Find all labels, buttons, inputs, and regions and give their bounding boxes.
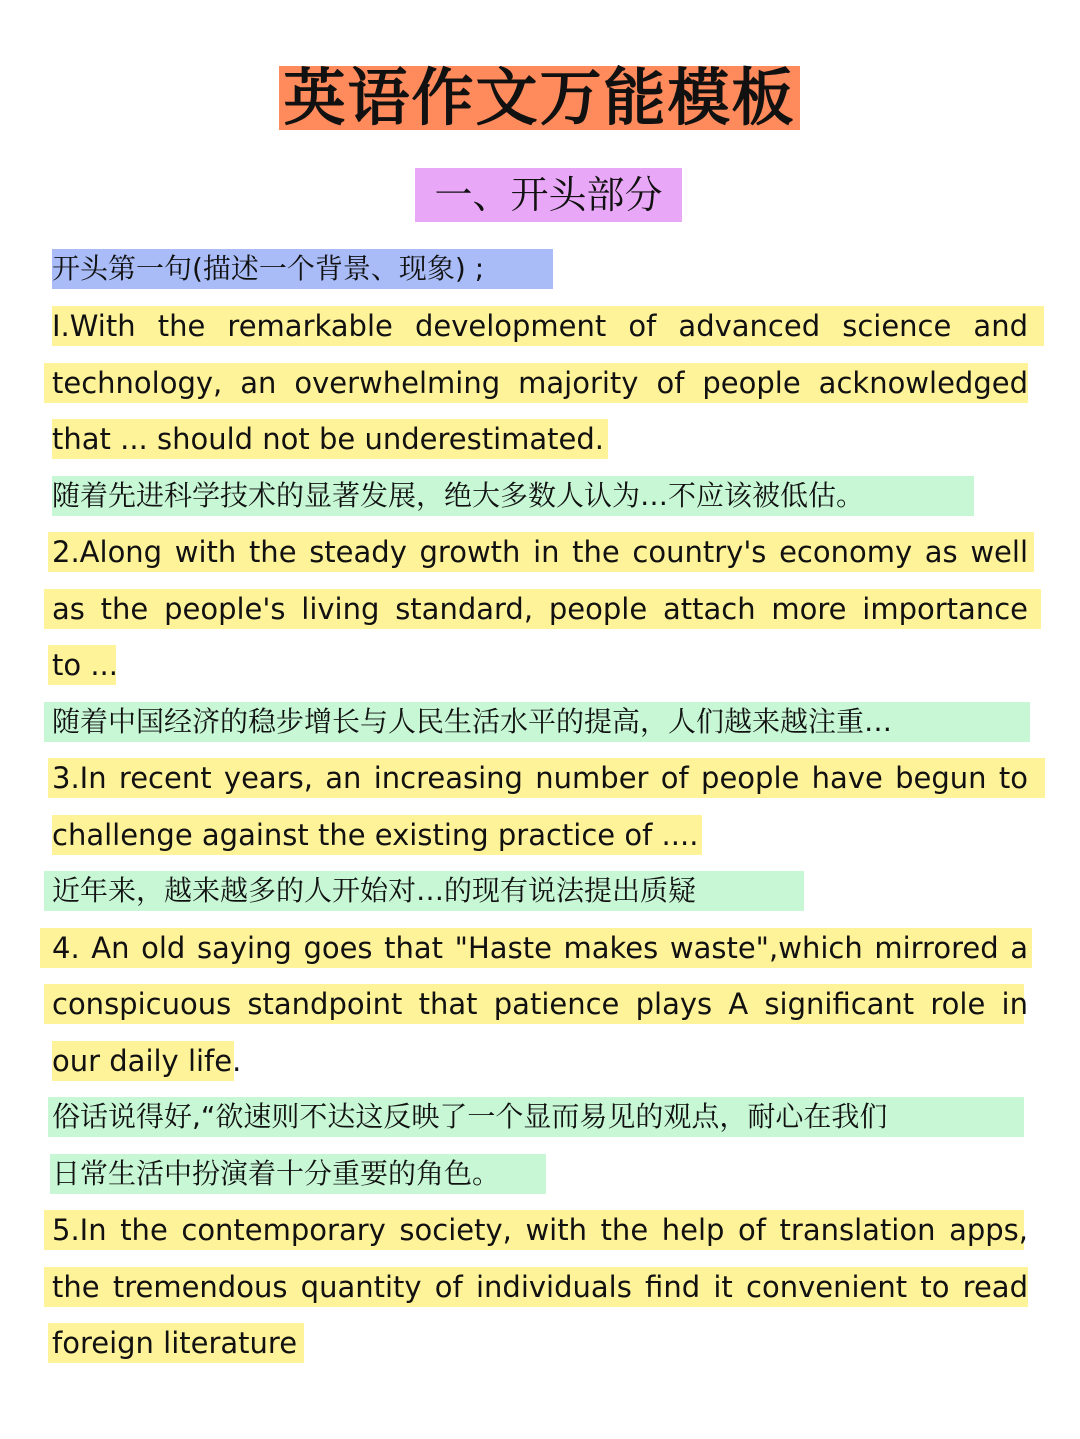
english-line: challenge against the existing practice of .... bbox=[52, 818, 699, 852]
english-line: the tremendous quantity of individuals find it convenient to read bbox=[52, 1270, 1028, 1304]
page-title: 英语作文万能模板 bbox=[279, 66, 800, 130]
chinese-translation: 俗话说得好,“欲速则不达这反映了一个显而易见的观点，耐心在我们 bbox=[52, 1100, 888, 1133]
chinese-translation: 随着中国经济的稳步增长与人民生活水平的提高，人们越来越注重… bbox=[52, 705, 893, 738]
chinese-translation: 日常生活中扮演着十分重要的角色。 bbox=[52, 1157, 501, 1190]
subheading: 开头第一句(描述一个背景、现象) ; bbox=[52, 252, 485, 285]
english-line: as the people's living standard, people attach more importance bbox=[52, 592, 1028, 626]
english-line: to ... bbox=[52, 648, 118, 682]
section-heading: 一、开头部分 bbox=[415, 168, 682, 222]
english-line: 3.In recent years, an increasing number of people have begun to bbox=[52, 761, 1028, 795]
english-line: that ... should not be underestimated. bbox=[52, 422, 604, 456]
english-line: technology, an overwhelming majority of people acknowledged bbox=[52, 366, 1028, 400]
english-line: 5.In the contemporary society, with the help of translation apps, bbox=[52, 1213, 1028, 1247]
chinese-translation: 近年来，越来越多的人开始对…的现有说法提出质疑 bbox=[52, 874, 697, 907]
english-line: 4. An old saying goes that "Haste makes waste",which mirrored a bbox=[52, 931, 1028, 965]
english-line: conspicuous standpoint that patience plays A significant role in bbox=[52, 987, 1028, 1021]
english-line: foreign literature bbox=[52, 1326, 298, 1360]
english-line: I.With the remarkable development of advanced science and bbox=[52, 309, 1028, 343]
chinese-translation: 随着先进科学技术的显著发展，绝大多数人认为…不应该被低估。 bbox=[52, 479, 865, 512]
english-line: 2.Along with the steady growth in the country's economy as well bbox=[52, 535, 1028, 569]
english-line: our daily life. bbox=[52, 1044, 242, 1078]
